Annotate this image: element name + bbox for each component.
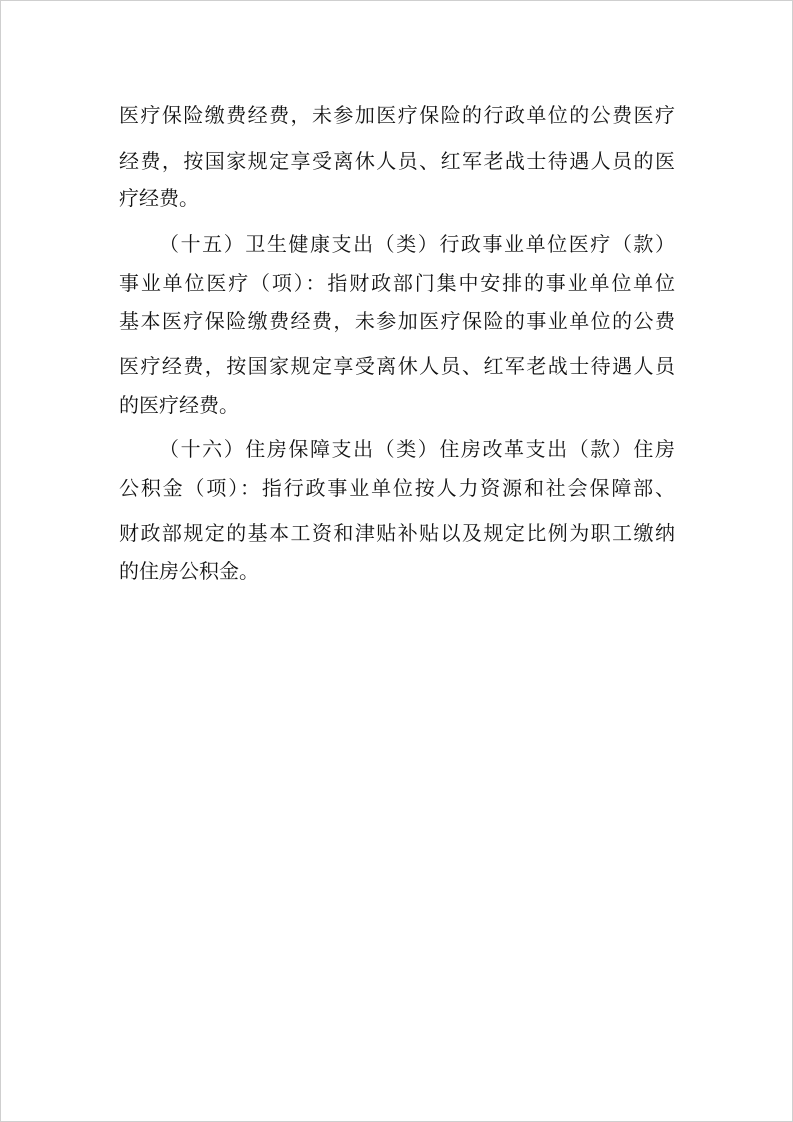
text-line: 财政部规定的基本工资和津贴补贴以及规定比例为职工缴纳	[119, 521, 675, 545]
text-line: 经费，按国家规定享受离休人员、红军老战士待遇人员的医	[119, 149, 675, 173]
text-line: 医疗保险缴费经费，未参加医疗保险的行政单位的公费医疗	[119, 103, 675, 127]
paragraph-heading-line: （十五）卫生健康支出（类）行政事业单位医疗（款）	[159, 232, 675, 256]
paragraph-heading-line: （十六）住房保障支出（类）住房改革支出（款）住房	[159, 437, 675, 461]
text-line: 的医疗经费。	[119, 393, 239, 417]
text-line: 的住房公积金。	[119, 559, 259, 583]
text-line: 公积金（项）：指行政事业单位按人力资源和社会保障部、	[119, 476, 675, 500]
text-line: 事业单位医疗（项）：指财政部门集中安排的事业单位单位	[119, 271, 675, 295]
text-line: 疗经费。	[119, 186, 199, 210]
text-line: 医疗经费，按国家规定享受离休人员、红军老战士待遇人员	[119, 354, 675, 378]
text-line: 基本医疗保险缴费经费，未参加医疗保险的事业单位的公费	[119, 309, 675, 333]
